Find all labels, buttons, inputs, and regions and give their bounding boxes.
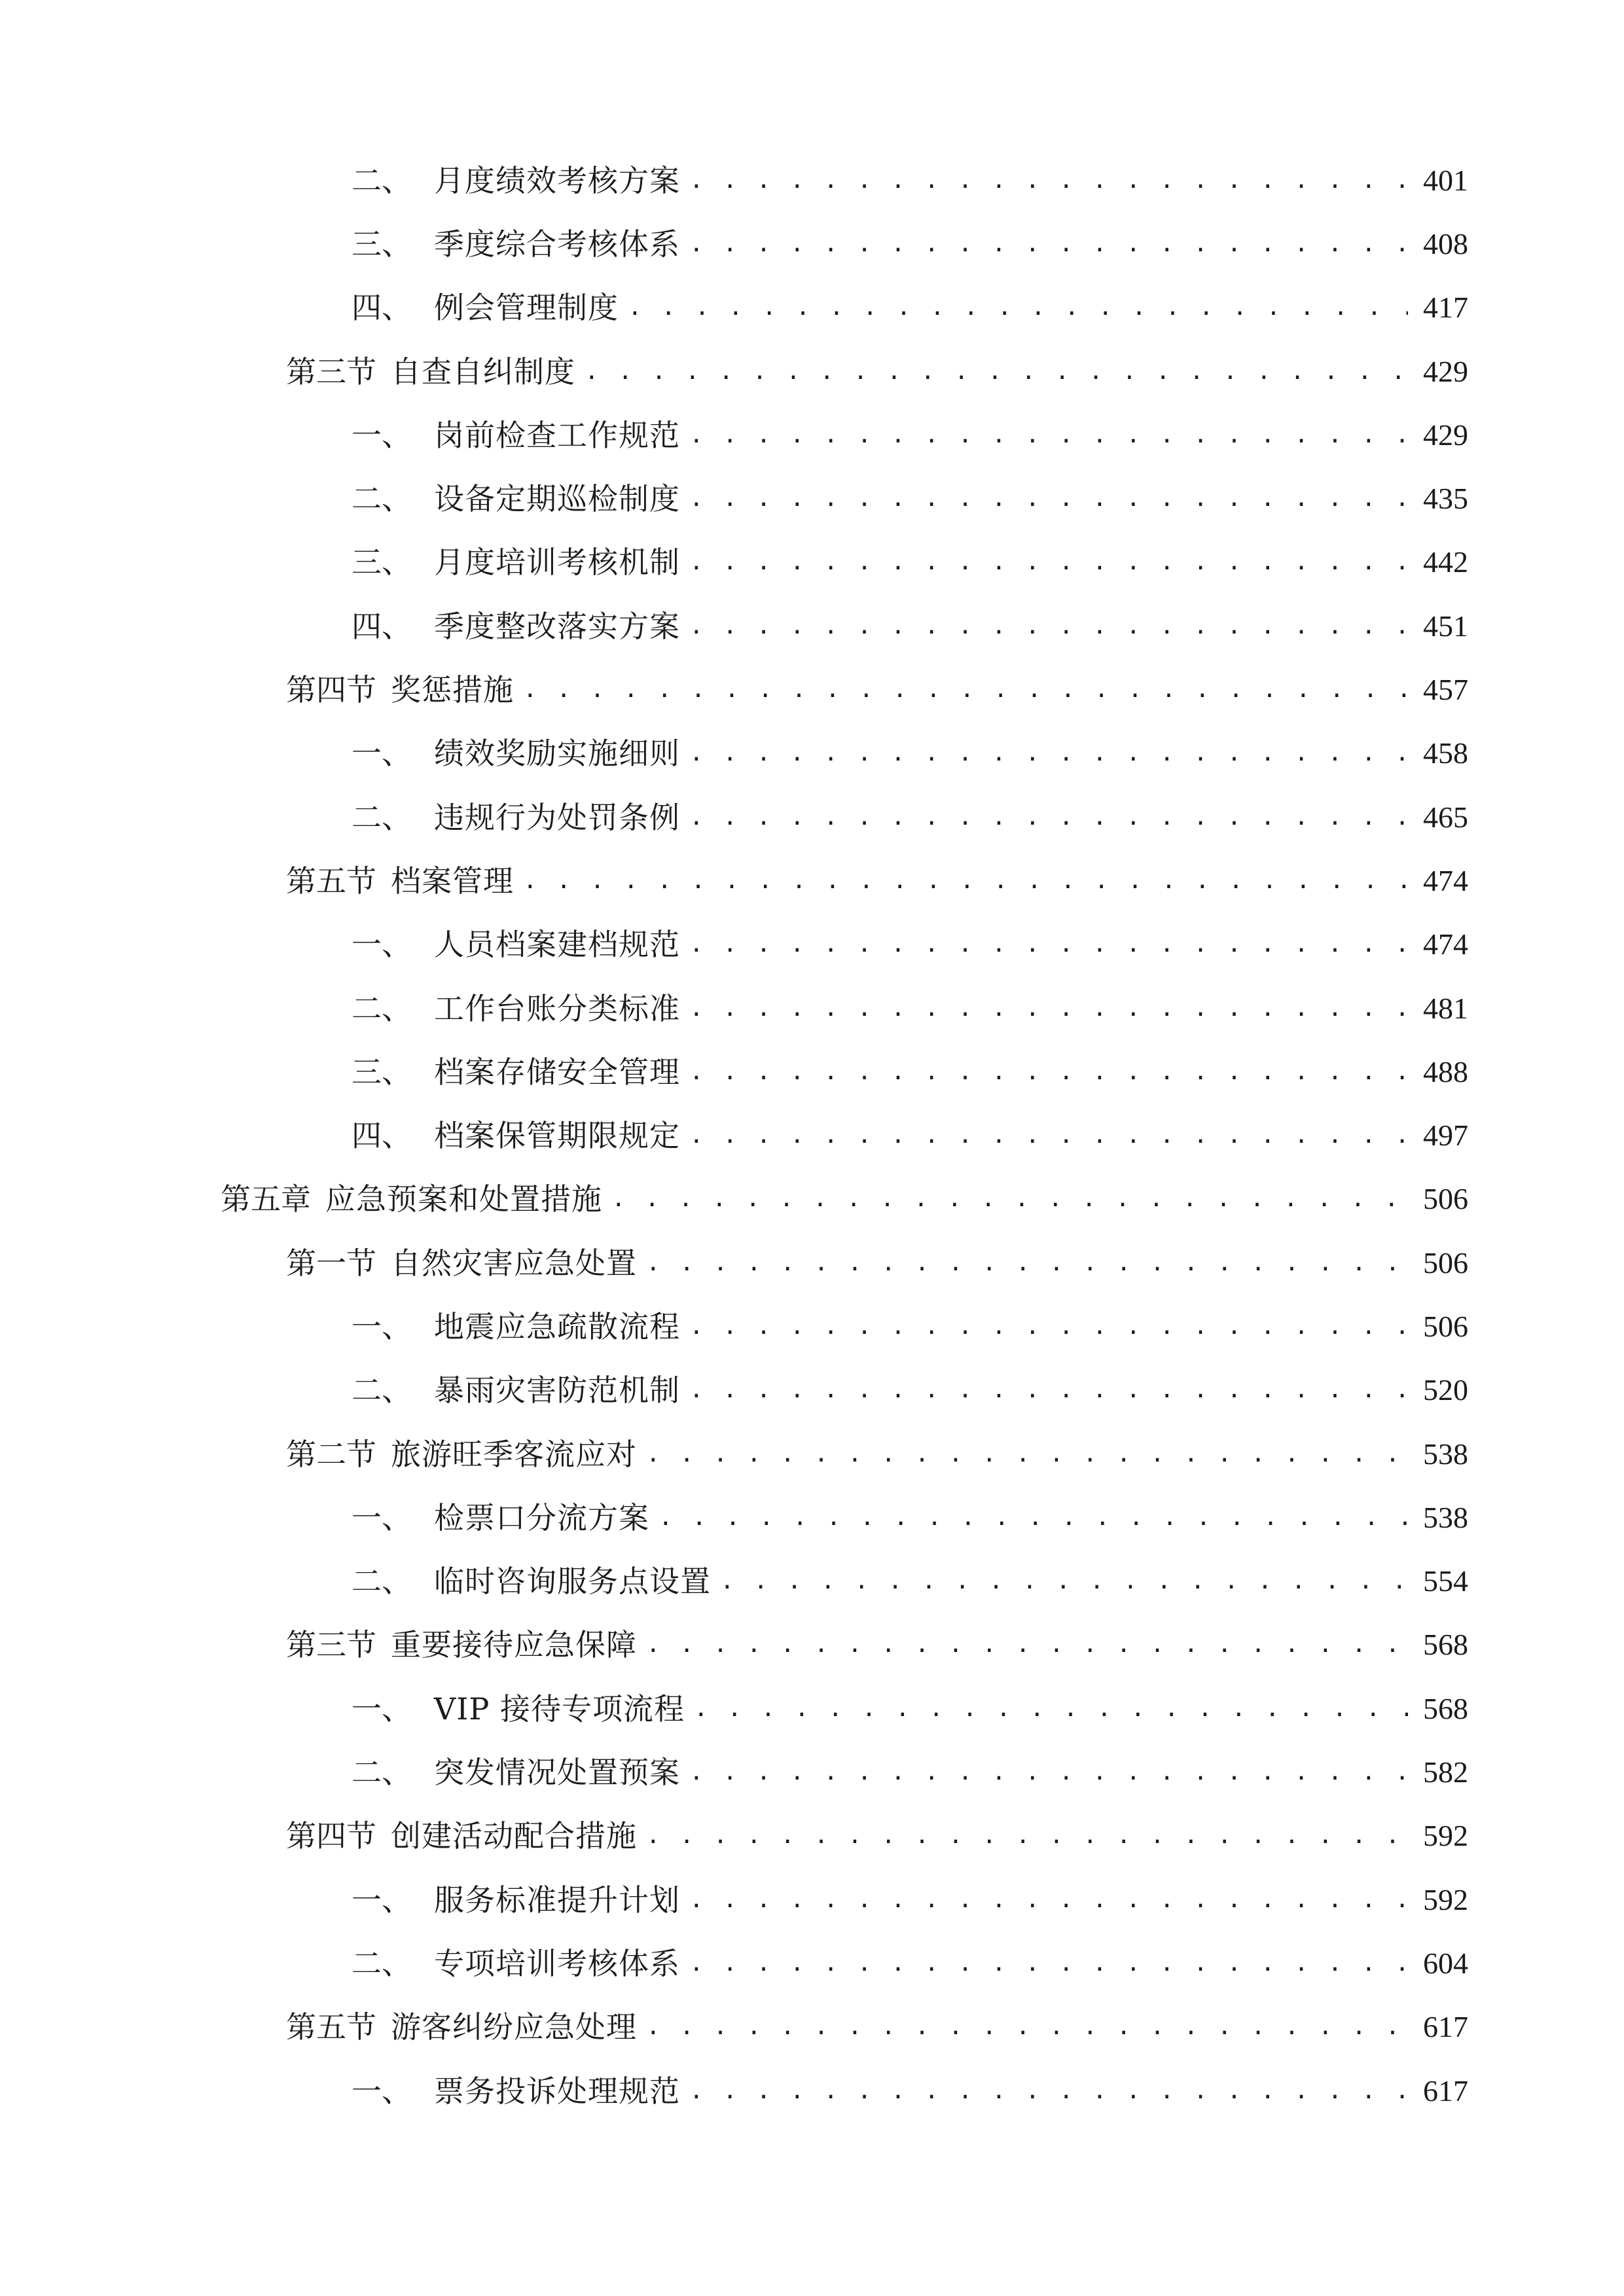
toc-entry-title: VIP 接待专项流程 [434, 1691, 685, 1727]
toc-dot-leader [689, 224, 1408, 264]
toc-entry-title: 违规行为处罚条例 [434, 799, 680, 835]
toc-dot-leader [689, 1944, 1408, 1983]
toc-entry-7[interactable] [0, 531, 1624, 594]
toc-dot-leader [689, 1307, 1408, 1346]
toc-entry-page-number: 474 [1423, 927, 1468, 961]
toc-entry-8[interactable] [0, 594, 1624, 658]
toc-dot-leader [689, 1116, 1408, 1155]
toc-entry-22[interactable] [0, 1486, 1624, 1549]
toc-dot-leader [585, 352, 1408, 391]
toc-dot-leader [689, 1753, 1408, 1792]
toc-entry-title: 服务标准提升计划 [434, 1882, 680, 1918]
toc-dot-leader [689, 543, 1408, 582]
toc-entry-title: 临时咨询服务点设置 [434, 1564, 711, 1600]
toc-entry-page-number: 458 [1423, 736, 1468, 770]
toc-dot-leader [646, 1816, 1408, 1856]
toc-entry-title: 岗前检查工作规范 [434, 417, 680, 453]
toc-entry-number: 一、 [352, 1882, 412, 1918]
toc-entry-title: 暴雨灾害防范机制 [434, 1372, 680, 1408]
toc-entry-19[interactable] [0, 1295, 1624, 1358]
toc-entry-20[interactable] [0, 1359, 1624, 1422]
toc-entry-title: 专项培训考核体系 [434, 1945, 680, 1981]
toc-dot-leader [646, 1435, 1408, 1474]
toc-dot-leader [689, 734, 1408, 773]
toc-entry-page-number: 465 [1423, 800, 1468, 834]
toc-entry-page-number: 488 [1423, 1054, 1468, 1088]
toc-entry-number: 第三节 [286, 353, 376, 389]
toc-entry-17[interactable] [0, 1168, 1624, 1231]
toc-entry-title: 季度整改落实方案 [434, 608, 680, 644]
toc-entry-21[interactable] [0, 1422, 1624, 1486]
toc-entry-title: 季度综合考核体系 [434, 226, 680, 262]
toc-dot-leader [628, 288, 1408, 327]
toc-entry-number: 二、 [352, 1564, 412, 1600]
toc-entry-title: 检票口分流方案 [434, 1499, 649, 1535]
toc-entry-number: 第三节 [286, 1627, 376, 1663]
toc-dot-leader [689, 798, 1408, 837]
toc-entry-page-number: 554 [1423, 1564, 1468, 1598]
toc-entry-title: 自查自纠制度 [391, 353, 575, 389]
toc-entry-title: 突发情况处置预案 [434, 1755, 680, 1791]
toc-entry-30[interactable] [0, 1996, 1624, 2059]
toc-entry-title: 创建活动配合措施 [391, 1818, 637, 1854]
toc-dot-leader [523, 670, 1408, 709]
toc-entry-title: 游客纠纷应急处理 [391, 2009, 637, 2045]
toc-entry-title: 工作台账分类标准 [434, 990, 680, 1026]
toc-entry-13[interactable] [0, 913, 1624, 977]
toc-entry-page-number: 592 [1423, 1882, 1468, 1916]
toc-entry-number: 二、 [352, 990, 412, 1026]
toc-entry-page-number: 442 [1423, 545, 1468, 579]
toc-dot-leader [689, 416, 1408, 455]
toc-entry-page-number: 474 [1423, 863, 1468, 897]
toc-dot-leader [689, 2072, 1408, 2111]
toc-dot-leader [646, 2007, 1408, 2047]
toc-entry-6[interactable] [0, 467, 1624, 530]
toc-entry-number: 二、 [352, 1945, 412, 1981]
toc-entry-23[interactable] [0, 1550, 1624, 1613]
toc-entry-number: 四、 [352, 1118, 412, 1154]
toc-entry-page-number: 417 [1423, 291, 1468, 325]
toc-entry-number: 四、 [352, 608, 412, 644]
toc-entry-number: 三、 [352, 545, 412, 581]
toc-entry-28[interactable] [0, 1868, 1624, 1931]
toc-entry-29[interactable] [0, 1931, 1624, 1995]
toc-entry-14[interactable] [0, 977, 1624, 1040]
toc-entry-page-number: 520 [1423, 1373, 1468, 1407]
toc-entry-18[interactable] [0, 1231, 1624, 1295]
toc-entry-title: 应急预案和处置措施 [325, 1181, 602, 1217]
toc-entry-24[interactable] [0, 1613, 1624, 1677]
toc-dot-leader [689, 1880, 1408, 1920]
table-of-contents [0, 149, 1624, 2123]
toc-entry-number: 一、 [352, 1499, 412, 1535]
toc-entry-number: 三、 [352, 226, 412, 262]
toc-entry-number: 第五节 [286, 863, 376, 899]
toc-entry-number: 第四节 [286, 1818, 376, 1854]
toc-dot-leader [720, 1562, 1408, 1601]
toc-dot-leader [689, 161, 1408, 200]
toc-entry-title: 档案保管期限规定 [434, 1118, 680, 1154]
toc-dot-leader [659, 1498, 1408, 1537]
toc-entry-title: 设备定期巡检制度 [434, 481, 680, 517]
toc-entry-number: 一、 [352, 2073, 412, 2109]
toc-entry-page-number: 617 [1423, 2073, 1468, 2108]
toc-entry-26[interactable] [0, 1740, 1624, 1804]
toc-dot-leader [694, 1689, 1408, 1729]
toc-entry-25[interactable] [0, 1677, 1624, 1740]
toc-entry-10[interactable] [0, 722, 1624, 785]
toc-entry-3[interactable] [0, 276, 1624, 340]
toc-entry-number: 一、 [352, 1691, 412, 1727]
toc-entry-title: 月度培训考核机制 [434, 545, 680, 581]
toc-entry-page-number: 435 [1423, 482, 1468, 516]
toc-entry-4[interactable] [0, 340, 1624, 403]
toc-entry-title: 档案存储安全管理 [434, 1054, 680, 1090]
toc-entry-12[interactable] [0, 849, 1624, 912]
toc-entry-title: 例会管理制度 [434, 290, 619, 326]
toc-entry-9[interactable] [0, 658, 1624, 721]
toc-entry-page-number: 568 [1423, 1628, 1468, 1662]
toc-dot-leader [646, 1244, 1408, 1283]
toc-dot-leader [611, 1179, 1408, 1219]
toc-entry-number: 二、 [352, 799, 412, 835]
toc-entry-number: 第一节 [286, 1245, 376, 1281]
toc-entry-page-number: 429 [1423, 418, 1468, 452]
toc-entry-page-number: 506 [1423, 1246, 1468, 1280]
toc-dot-leader [646, 1625, 1408, 1664]
toc-dot-leader [689, 479, 1408, 518]
toc-entry-title: 旅游旺季客流应对 [391, 1436, 637, 1472]
toc-entry-page-number: 506 [1423, 1182, 1468, 1216]
toc-entry-number: 一、 [352, 927, 412, 963]
toc-entry-page-number: 408 [1423, 226, 1468, 260]
toc-entry-page-number: 538 [1423, 1500, 1468, 1534]
toc-entry-page-number: 401 [1423, 163, 1468, 197]
toc-entry-title: 绩效奖励实施细则 [434, 736, 680, 772]
toc-entry-title: 地震应急疏散流程 [434, 1308, 680, 1344]
toc-entry-number: 三、 [352, 1054, 412, 1090]
toc-entry-1[interactable] [0, 149, 1624, 212]
toc-entry-number: 第五章 [221, 1181, 311, 1217]
toc-dot-leader [689, 925, 1408, 964]
toc-entry-page-number: 457 [1423, 673, 1468, 707]
toc-dot-leader [689, 989, 1408, 1028]
toc-entry-title: 档案管理 [391, 863, 514, 899]
toc-dot-leader [689, 1371, 1408, 1410]
toc-entry-number: 二、 [352, 1372, 412, 1408]
toc-entry-page-number: 592 [1423, 1819, 1468, 1853]
toc-entry-number: 二、 [352, 1755, 412, 1791]
toc-entry-number: 第四节 [286, 672, 376, 708]
toc-entry-2[interactable] [0, 212, 1624, 276]
toc-entry-number: 一、 [352, 736, 412, 772]
toc-entry-title: 月度绩效考核方案 [434, 162, 680, 198]
toc-dot-leader [523, 861, 1408, 901]
toc-entry-11[interactable] [0, 785, 1624, 849]
toc-entry-page-number: 481 [1423, 991, 1468, 1025]
toc-entry-title: 自然灾害应急处置 [391, 1245, 637, 1281]
toc-entry-5[interactable] [0, 403, 1624, 467]
toc-entry-15[interactable] [0, 1040, 1624, 1103]
toc-entry-page-number: 568 [1423, 1691, 1468, 1725]
toc-entry-page-number: 604 [1423, 1946, 1468, 1980]
toc-entry-31[interactable] [0, 2059, 1624, 2123]
toc-entry-number: 一、 [352, 417, 412, 453]
toc-dot-leader [689, 607, 1408, 646]
toc-entry-page-number: 582 [1423, 1755, 1468, 1789]
toc-entry-number: 一、 [352, 1308, 412, 1344]
toc-entry-title: 人员档案建档规范 [434, 927, 680, 963]
toc-entry-number: 二、 [352, 162, 412, 198]
toc-entry-page-number: 506 [1423, 1309, 1468, 1343]
toc-entry-number: 第二节 [286, 1436, 376, 1472]
toc-entry-page-number: 429 [1423, 354, 1468, 388]
toc-entry-number: 二、 [352, 481, 412, 517]
toc-entry-title: 奖惩措施 [391, 672, 514, 708]
toc-entry-page-number: 617 [1423, 2010, 1468, 2044]
toc-entry-16[interactable] [0, 1103, 1624, 1167]
toc-entry-number: 四、 [352, 290, 412, 326]
toc-entry-number: 第五节 [286, 2009, 376, 2045]
toc-entry-27[interactable] [0, 1804, 1624, 1868]
toc-entry-page-number: 538 [1423, 1437, 1468, 1471]
toc-entry-title: 票务投诉处理规范 [434, 2073, 680, 2109]
toc-entry-page-number: 497 [1423, 1119, 1468, 1153]
toc-entry-title: 重要接待应急保障 [391, 1627, 637, 1663]
toc-dot-leader [689, 1052, 1408, 1092]
toc-entry-page-number: 451 [1423, 609, 1468, 643]
